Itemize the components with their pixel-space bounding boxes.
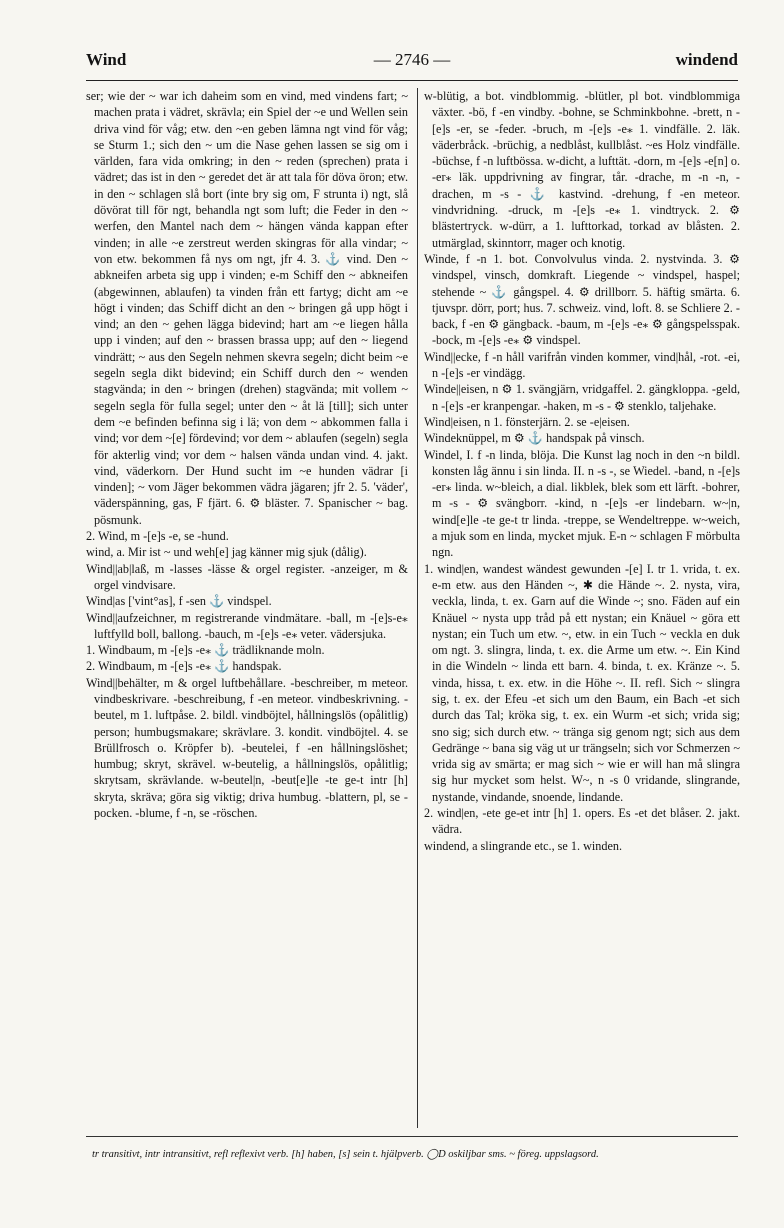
entry-windaufzeichner: Wind||aufzeichner, m registrerande vindmätare. -ball, m -[e]s-e⁎ luftfylld boll, ballong. -bauch, m -[e]s -e⁎ veter. vädersjuka. [86, 610, 408, 641]
entry-windablass: Wind||ab|laß, m -lasses -lässe & orgel register. -anzeiger, m & orgel vindvisare. [86, 561, 408, 592]
entry-windecke: Wind||ecke, f -n håll varifrån vinden kommer, vind|hål, -rot. -ei, n -[e]s -er vindägg. [424, 349, 740, 381]
entry-wind-continued: ser; wie der ~ war ich daheim som en vind, med vindens fart; ~ machen prata i vädret, skrävla; ein Spiel der ~e und Wellen sein driva vind för våg; etw. den ~en geben lämna ngt vind för våg; se Sturm 1.; sich den ~ um die Nase gehen lassen se sig om i världen, fara vida omkring; in den ~ reden (sprechen) prata i vädret; das ist in den ~ geredet det är att tala för döva öron; etw. in den ~ schlagen slå bort (inte bry sig om, F strunta i) ngt, slå dövörat till för ngt, behandla ngt som luft; die Feder in den ~ werfen, den Mantel nach dem ~ hängen vända kappan efter vinden; in alle ~e zerstreut werden skingras för alla vindar; ~ von etw. bekommen få nys om ngt, jfr 4. 3. ⚓ vind. Den ~ abkneifen arbeta sig upp i vinden; e-m Schiff den ~ abkneifen (abgewinnen, ablaufen) ta vinden från ett fartyg; dicht am ~e högt i vinden; das Schiff dicht an den ~ bringen gå upp högt i vind; an den ~ gehen lägga bidevind; hart am ~e liegen hålla upp i vinden; auf den ~ brassen brassa upp; auf den ~ liegend vindrätt; ~ aus den Segeln nehmen skevra segeln; dicht beim ~e segeln segla dikt bidevind; ein Schiff durch den ~ wenden stagvända; in den ~ bringen (drehen) stagvända; mit vollem ~ segeln segla för fulla segel; unter den ~ åt lä [till]; sich unter dem ~e befinden befinna sig i lä; von dem ~ abkommen falla i vind; vor dem ~[e] fördevind; vor dem ~ ablaufen (segeln) segla för akterlig vind; vor dem ~ halsen vända undan vind. 4. jakt. vind, väderkorn. Der Hund sucht im ~e hunden vädrar [i vinden]; ~ vom Jäger bekommen vädra jägaren; jfr 2. 5. 'väder', väderspänning, gas, F fjärt. 6. ⚙ bläster. 7. Spanischer ~ bag. pösmunk. [86, 89, 408, 527]
entry-windeeisen: Winde||eisen, n ⚙ 1. svängjärn, vridgaffel. 2. gängkloppa. -geld, n -[e]s -er kranpengar. -haken, m -s - ⚙ stenklo, taljehake. [424, 382, 740, 413]
entry-wind-adj: wind, a. Mir ist ~ und weh[e] jag känner mig sjuk (dålig). [86, 545, 367, 560]
entry-windeknueppel: Windeknüppel, m ⚙ ⚓ handspak på vinsch. [424, 431, 645, 446]
header-rule [86, 80, 738, 81]
entry-windbaum-2: 2. Windbaum, m -[e]s -e⁎ ⚓ handspak. [86, 659, 282, 674]
column-divider [417, 88, 418, 1128]
page-number: — 2746 — [373, 50, 451, 69]
entry-windas: Wind|as ['vint°as], f -sen ⚓ vindspel. [86, 594, 272, 609]
abbreviation-legend: tr transitivt, intr intransitivt, refl reflexivt verb. [h] haben, [s] sein t. hjälpverb. ◯D oskiljbar sms. ~ föreg. uppslagsord. [92, 1149, 599, 1160]
entry-windend: windend, a slingrande etc., se 1. winden. [424, 838, 622, 853]
right-guide-word: windend [675, 50, 738, 69]
entry-windbluetig: w-blütig, a bot. vindblommig. -blütler, pl bot. vindblommiga växter. -bö, f -en vindby. -bohne, se Schminkbohne. -brett, n -[e]s -er, se -feder. -bruch, m -[e]s -e⁎ 1. vindfälle. 2. läk. väderbråck. -brüchig, a nedblåst, kullblåst. ~es Holz vindfälle. -büchse, f -n luftbössa. w-dicht, a lufttät. -dorn, m -[e]s -e[n] o. -er⁎ läk. uppdrivning av fingrar, tår. -drache, m -n -n, -drachen, m -s - ⚓ kastvind. -drehung, f -en meteor. vindvridning. -druck, m -[e]s -e⁎ 1. vindtryck. 2. ⚙ blästertryck. w-dürr, a 1. lufttorkad, torkad av blåsten. 2. utmärglad, skinntorr, mager och knotig. [424, 89, 740, 250]
entry-winden-2: 2. wind|en, -ete ge-et intr [h] 1. opers. Es -et det blåser. 2. jakt. vädra. [424, 806, 740, 837]
entry-windeisen: Wind|eisen, n 1. fönsterjärn. 2. se -e|eisen. [424, 414, 630, 429]
entry-winden-1: 1. wind|en, wandest wändest gewunden -[e] I. tr 1. vrida, t. ex. e-m etw. aus den Händen ~, ✱ die Hände ~. 2. nysta, vira, veckla, linda, t. ex. Garn auf die Winde ~; sno. Fäden auf ein Knäuel ~ nysta upp tråd på ett nystan; ein Knäuel ~ göra ett nystan; ein Tuch um etw. ~, etw. in ein Tuch ~ veckla en duk om ngt. 3. slingra, linda, t. ex. die Arme um etw. ~. Ein Kind in die Windeln ~ linda ett barn. 4. binda, t. ex. Kränze ~. 5. vinda, hissa, t. ex. etw. in die Höhe ~. II. refl. Sich ~ slingra sig, t. ex. der Efeu -et sich um den Baum, ein Bach -et sich durch das Tal; kröka sig, t. ex. ein Wurm -et sich; vrida sig; sno sig; sich durch etw. ~ tränga sig genom ngt; sich aus dem Gedränge ~ bana sig väg ut ur trängseln; sich vor Schmerzen ~ vrida sig av smärta; er mag sich ~ wie er will han må slingra sig hur mycket som helst. W~, n -s 0 vridande, slingrande, nystande, vindande, snoende, lindande. [424, 561, 740, 804]
entry-winde: Winde, f -n 1. bot. Convolvulus vinda. 2. nystvinda. 3. ⚙ vindspel, vinsch, domkraft. Liegende ~ vindspel, haspel; stehende ~ ⚓ gångspel. 4. ⚙ drillborr. 5. häftig smärta. 6. tjuvspr. dörr, port; hus. 7. schweiz. vind, loft. 8. se Schliere 2. -back, f -en ⚙ gängback. -baum, m -[e]s -e⁎ ⚙ gångspelsspak. -bock, m -[e]s -e⁎ ⚙ vindspel. [424, 251, 740, 348]
right-column [424, 88, 740, 1128]
entry-windel: Windel, I. f -n linda, blöja. Die Kunst lag noch in den ~n bildl. konsten låg ännu i sin linda. II. n -s -, se Wiedel. -band, n -[e]s -er⁎ linda. w~bleich, a dial. likblek, blek som ett lärft. -bohrer, m -s - ⚙ svängborr. -kind, n -[e]s -er lindebarn. w~|n, wind[e]le -te ge-t tr linda. -treppe, se Wendeltreppe. w~weich, a mjuk som en linda, mycket mjuk. E-n ~ schlagen F mörbulta ngn. [424, 447, 740, 560]
left-column [86, 88, 408, 1128]
left-guide-word: Wind [86, 50, 127, 69]
page-header [86, 48, 738, 74]
entry-wind-2: 2. Wind, m -[e]s -e, se -hund. [86, 529, 229, 544]
entry-windbaum-1: 1. Windbaum, m -[e]s -e⁎ ⚓ trädliknande moln. [86, 643, 325, 658]
footer-rule [86, 1136, 738, 1137]
entry-windbehaelter: Wind||behälter, m & orgel luftbehållare. -beschreiber, m meteor. vindbeskrivare. -beschreibung, f -en meteor. vindbeskrivning. -beutel, m 1. luftpåse. 2. bildl. vindböjtel, hållningslös (opålitlig) person; humbugsmakare; skrävlare. 3. kondit. vindböjtel. 4. se Brüllfrosch o. Kröpfer b). -beutelei, f -en hållningslöshet; humbug; skryt, skrävel. w-beutelig, a hållningslös, opålitlig; skrytsam, skrävlande. w-beutel|n, -beut[e]le -te ge-t intr [h] skryta, skräva; göra sig viktig; driva humbug. -blattern, pl, se -pocken. -blume, f -n, se -röschen. [86, 675, 408, 821]
